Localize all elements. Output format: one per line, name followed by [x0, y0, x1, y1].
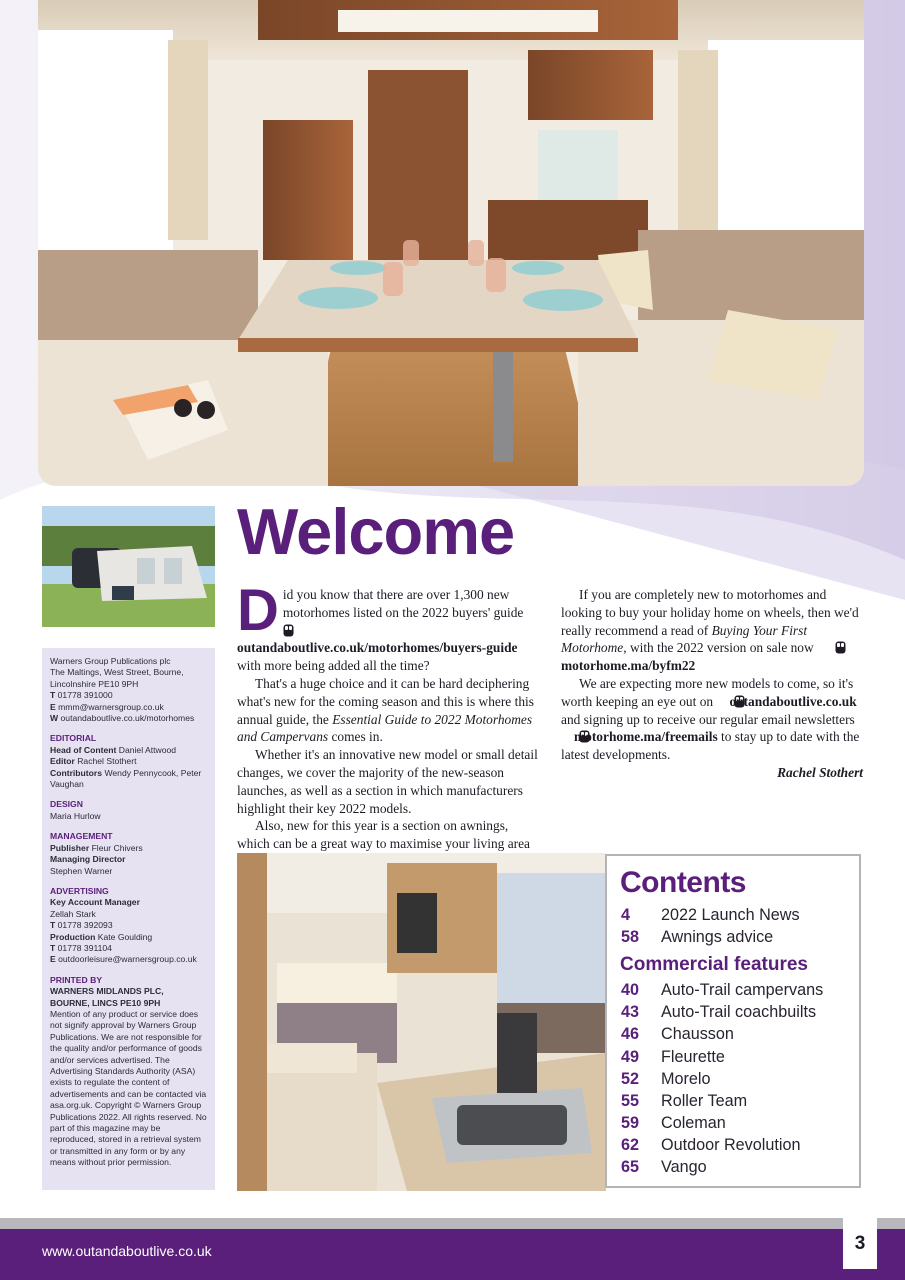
contents-page-number: 58 [621, 927, 640, 946]
author-signature: Rachel Stothert [777, 764, 863, 780]
kam-name: Zellah Stark [50, 908, 96, 919]
contents-label: Auto-Trail campervans [661, 980, 824, 999]
prod-email-label: E [50, 954, 56, 965]
production-name: Kate Goulding [97, 931, 153, 942]
mouse-icon [817, 641, 828, 654]
newsletter-link[interactable]: motorhome.ma/freemails [574, 729, 718, 745]
disclaimer-text: Mention of any product or service does not signify approval by Warners Group Publications. We are not responsible for the quality and/or performance of goods and/or services advertised. The Advertising Standards Authority (ASA) exists to regulate the content of advertisements and can be contacted via asa.org.uk. Copyright © Warners Group Publications 2022. All rights reserved. No part of this magazine may be reproduced, stored in a retrieval system or transmitted in any form or by any means without prior permission. [50, 1008, 207, 1168]
contents-label: Morelo [661, 1069, 711, 1088]
page-footer [0, 1218, 905, 1280]
thumbnail-photo-awning [42, 506, 215, 627]
production-label: Production [50, 931, 96, 942]
publisher-label: Publisher [50, 842, 90, 853]
drop-cap: D [237, 578, 279, 643]
prod-email-value[interactable]: outdoorleisure@warnersgroup.co.uk [58, 954, 197, 965]
contents-item[interactable] [619, 1024, 847, 1046]
contents-page-number: 43 [621, 1003, 640, 1022]
footer-website-link[interactable]: www.outandaboutlive.co.uk [42, 1243, 212, 1259]
md-name: Stephen Warner [50, 865, 113, 876]
article-column-1 [237, 578, 539, 889]
contents-item[interactable] [619, 1068, 847, 1090]
contents-page-number: 65 [621, 1158, 640, 1177]
article-text: We are expecting more new models to come, so it's worth keeping an eye out on [561, 675, 854, 709]
book-title: Buying Your First Motorhome [561, 622, 808, 656]
contents-item[interactable] [619, 926, 847, 948]
adv-phone-value: 01778 392093 [57, 920, 113, 931]
page-title: Welcome [237, 495, 515, 568]
footer-bar [0, 1229, 905, 1280]
contents-label: Chausson [661, 1025, 734, 1044]
article-text: Whether it's an innovative new model or small detail changes, we cover the majority of the new-season launches, as well as a section in which manufacturers highlight their key 2022 models. [237, 747, 538, 816]
contents-page-number: 55 [621, 1091, 640, 1110]
design-heading: DESIGN [50, 799, 83, 810]
management-heading: MANAGEMENT [50, 831, 113, 842]
buyers-guide-link[interactable]: outandaboutlive.co.uk/motorhomes/buyers-guide [237, 640, 518, 656]
contents-title: Contents [620, 866, 746, 899]
contents-page-number: 40 [621, 980, 640, 999]
mouse-icon [716, 695, 727, 708]
contents-label: Auto-Trail coachbuilts [661, 1003, 817, 1022]
kam-label: Key Account Manager [50, 897, 140, 908]
contents-item[interactable] [619, 1046, 847, 1068]
mouse-icon [283, 624, 294, 637]
contents-item[interactable] [619, 1135, 847, 1157]
contents-page-number: 59 [621, 1114, 640, 1133]
editorial-heading: EDITORIAL [50, 733, 97, 744]
publisher-credits-panel [42, 648, 215, 1190]
contents-item[interactable] [619, 1090, 847, 1112]
phone-label: T [50, 690, 56, 701]
contents-item[interactable] [619, 979, 847, 1001]
contents-item[interactable] [619, 904, 847, 926]
editor-name: Rachel Stothert [77, 756, 137, 767]
phone-value: 01778 391000 [57, 690, 113, 701]
publisher-name: Fleur Chivers [91, 842, 143, 853]
contributors-label: Contributors [50, 767, 103, 778]
contents-label: 2022 Launch News [661, 905, 800, 924]
mouse-icon [561, 730, 572, 743]
contents-page-number: 49 [621, 1047, 640, 1066]
contents-item[interactable] [619, 1113, 847, 1135]
printer-line: WARNERS MIDLANDS PLC, [50, 986, 164, 997]
site-link[interactable]: outandaboutlive.co.uk [729, 693, 857, 709]
contents-page-number: 52 [621, 1069, 640, 1088]
prod-phone-label: T [50, 942, 56, 953]
contents-label: Outdoor Revolution [661, 1136, 801, 1155]
publisher-line: Warners Group Publications plc [50, 656, 171, 666]
printed-by-heading: PRINTED BY [50, 974, 103, 985]
advertising-heading: ADVERTISING [50, 885, 109, 896]
article-text: Also, new for this year is a section on awnings, which can be a great way to maximise your living area [237, 818, 530, 852]
contents-label: Awnings advice [661, 927, 774, 946]
contents-label: Roller Team [661, 1091, 748, 1110]
article-text: with more being added all the time? [237, 658, 430, 674]
web-label: W [50, 713, 59, 724]
byfm-link[interactable]: motorhome.ma/byfm22 [561, 658, 696, 674]
contents-page-number: 4 [621, 905, 631, 924]
article-text: to stay up to date with the latest developments. [561, 729, 860, 763]
hero-photo-motorhome-interior [38, 0, 864, 486]
head-content-name: Daniel Attwood [118, 744, 177, 755]
article-text: That's a huge choice and it can be hard deciphering what's new for the coming season and this is where this annual guide, the [237, 675, 534, 727]
contents-item[interactable] [619, 1002, 847, 1024]
publisher-line: Lincolnshire PE10 9PH [50, 678, 139, 689]
contents-label: Coleman [661, 1114, 726, 1133]
footer-divider [0, 1218, 905, 1229]
contents-item[interactable] [619, 1157, 847, 1179]
contributors-names: Wendy Pennycook, Peter Vaughan [50, 767, 202, 790]
design-name: Maria Hurlow [50, 810, 101, 821]
editor-label: Editor [50, 756, 75, 767]
article-text: id you know that there are over 1,300 new motorhomes listed on the 2022 buyers' guide [282, 587, 524, 620]
md-label: Managing Director [50, 854, 126, 865]
guide-title: Essential Guide to 2022 Motorhomes and Campervans [237, 711, 533, 745]
publisher-line: The Maltings, West Street, Bourne, [50, 667, 184, 678]
adv-phone-label: T [50, 920, 56, 931]
page-number: 3 [843, 1218, 877, 1269]
contents-page-number: 46 [621, 1025, 640, 1044]
contents-box [605, 854, 861, 1188]
article-text: and signing up to receive our regular email newsletters [561, 711, 855, 727]
prod-phone-value: 01778 391104 [57, 942, 112, 953]
web-value[interactable]: outandaboutlive.co.uk/motorhomes [60, 713, 195, 724]
email-value[interactable]: mmm@warnersgroup.co.uk [58, 701, 164, 712]
photo-campervan-interior [237, 853, 606, 1191]
contents-label: Vango [661, 1158, 707, 1177]
article-text: , with the 2022 version on sale now [623, 640, 818, 656]
contents-page-number: 62 [621, 1136, 640, 1155]
contents-label: Fleurette [661, 1047, 725, 1066]
article-text: If you are completely new to motorhomes and looking to buy your holiday home on wheels, then we'd really recommend a read of [561, 587, 859, 638]
article-column-2 [561, 586, 863, 782]
email-label: E [50, 701, 56, 712]
head-content-label: Head of Content [50, 744, 117, 755]
printer-line: BOURNE, LINCS PE10 9PH [50, 997, 161, 1008]
commercial-features-heading: Commercial features [620, 954, 808, 976]
article-text: comes in. [328, 729, 383, 745]
